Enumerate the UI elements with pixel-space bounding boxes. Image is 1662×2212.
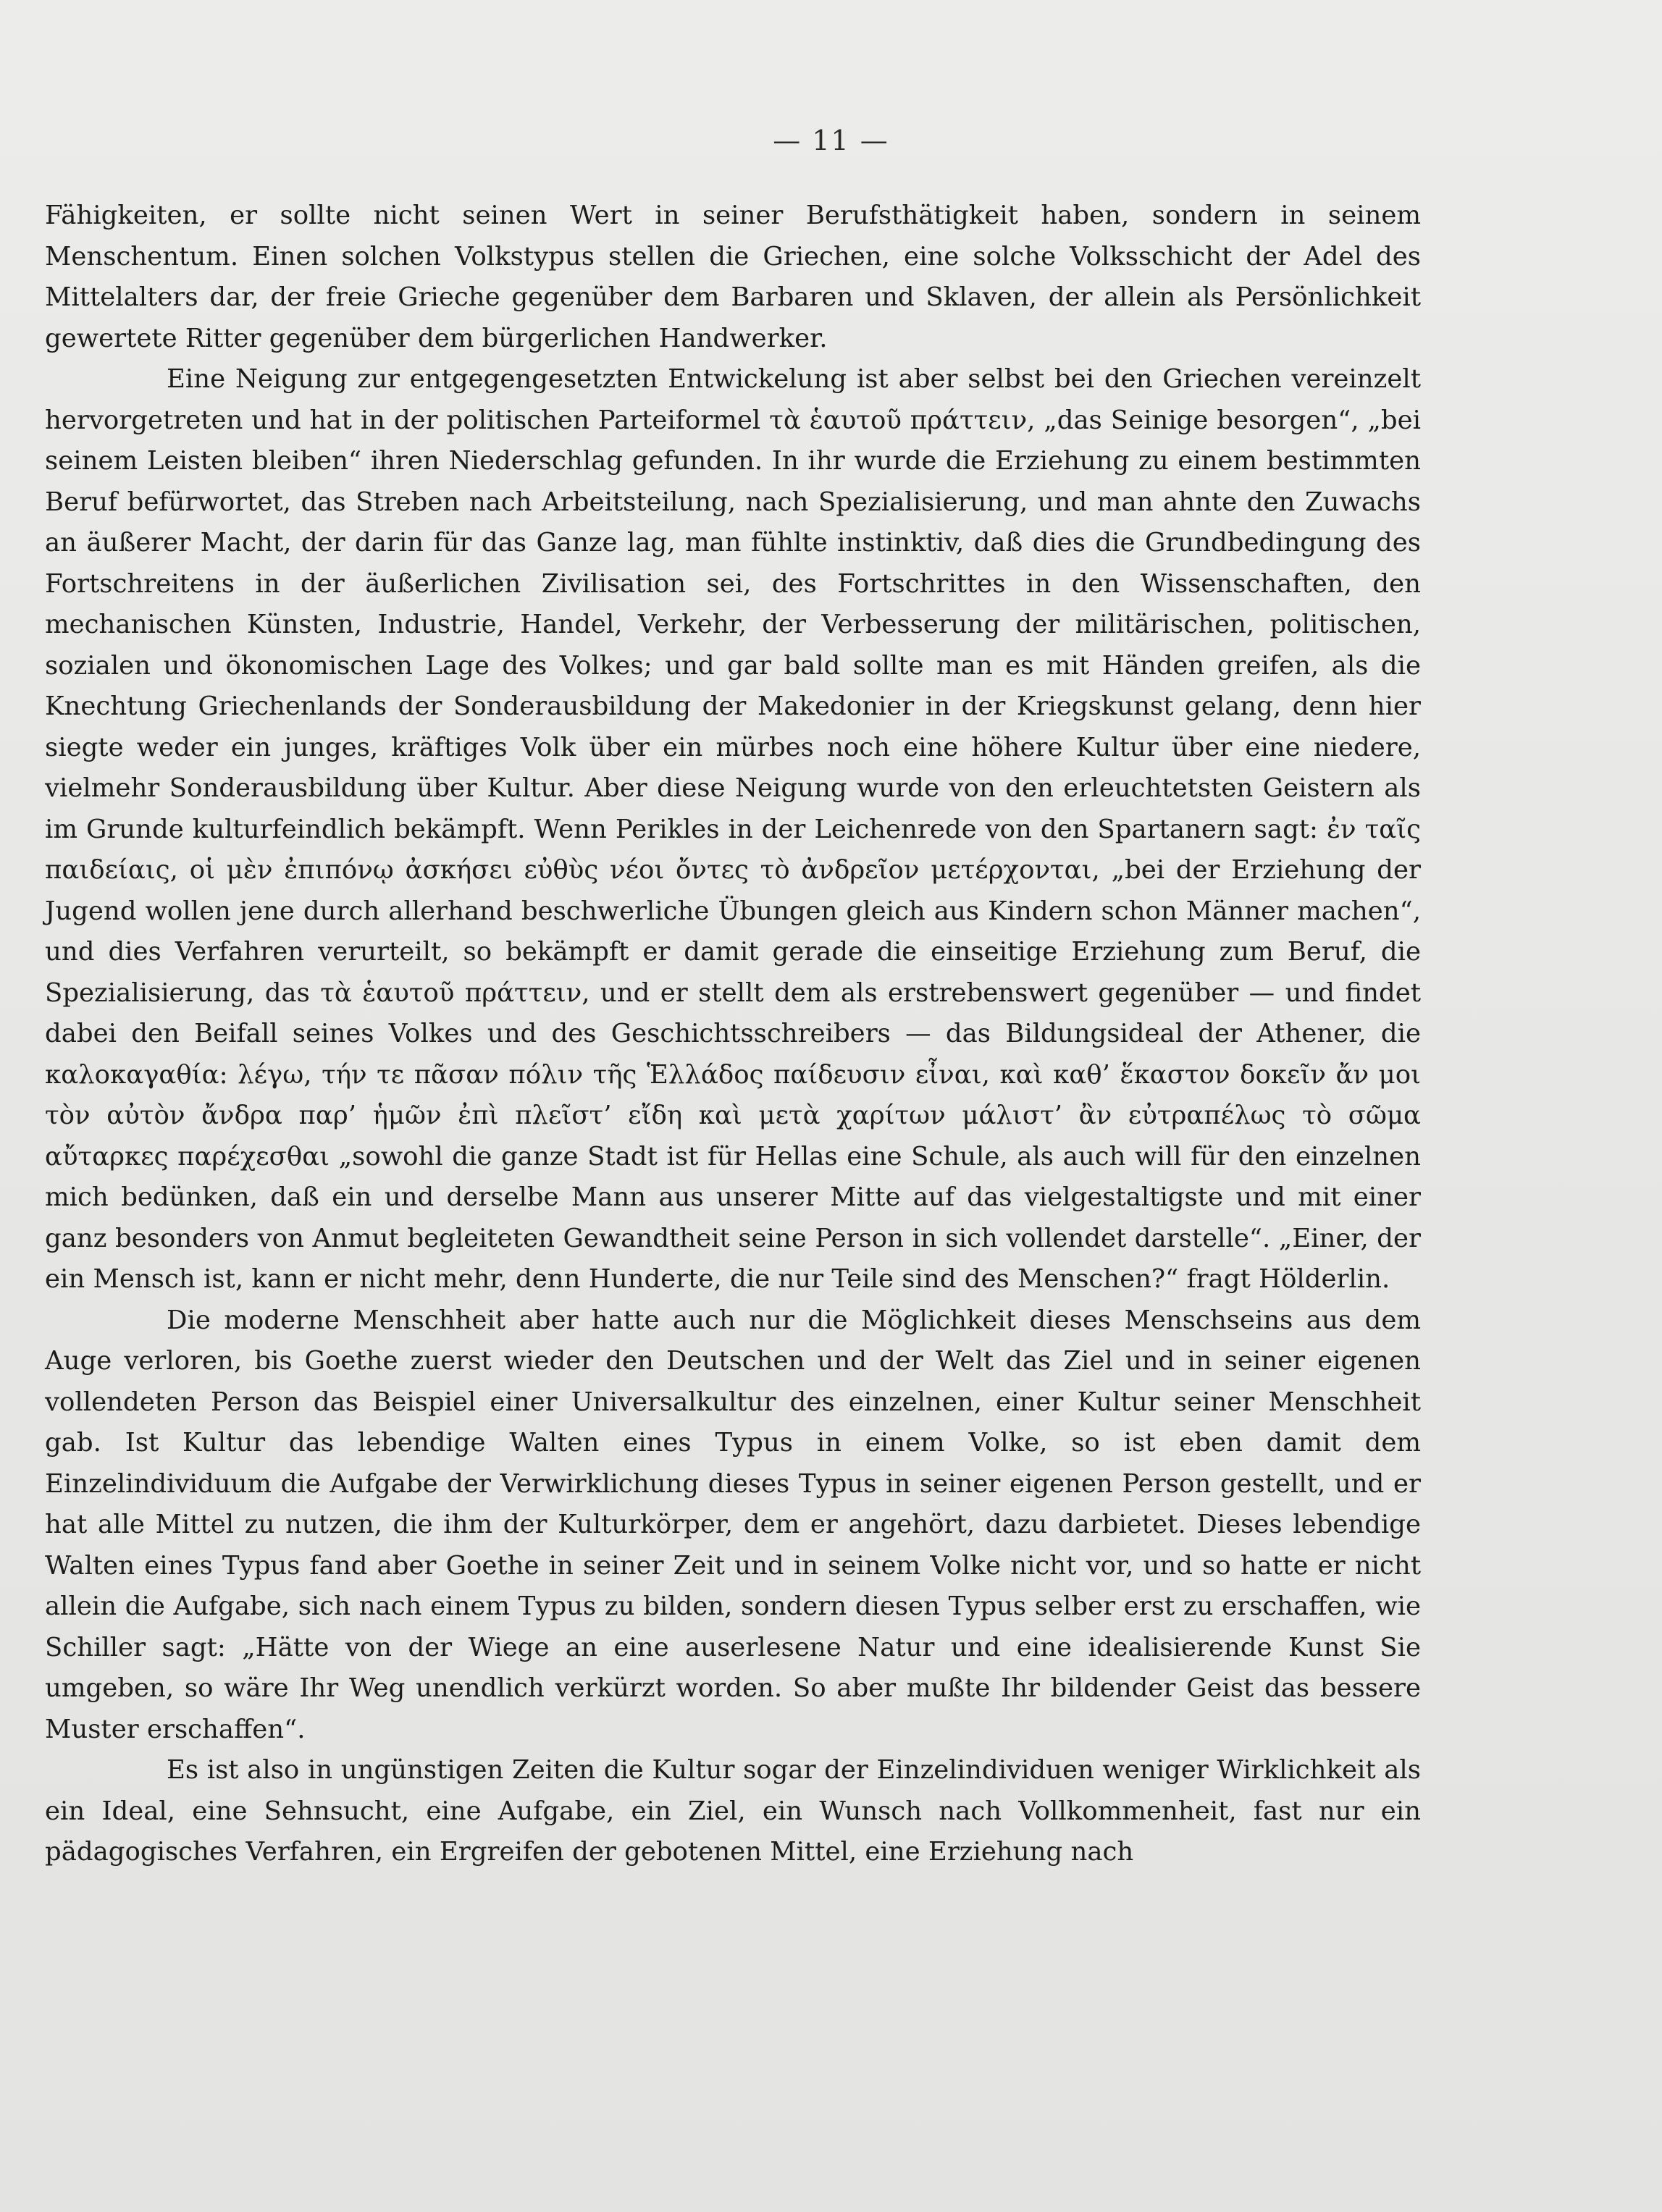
page-number: — 11 — (773, 125, 889, 156)
paragraph-2: Eine Neigung zur entgegengesetzten Entwickelung ist aber selbst bei den Griechen vereinzelt hervorgetreten und hat in der politischen Parteiformel τὰ ἑαυτοῦ πράττειν, „das Seinige besorgen“, „bei seinem Leisten bleiben“ ihren Niederschlag gefunden. In ihr wurde die Erziehung zu einem bestimmten Beruf befürwortet, das Streben nach Arbeitsteilung, nach Spezialisierung, und man ahnte den Zuwachs an äußerer Macht, der darin für das Ganze lag, man fühlte instinktiv, daß dies die Grundbedingung des Fortschreitens in der äußerlichen Zivilisation sei, des Fortschrittes in den Wissenschaften, den mechanischen Künsten, Industrie, Handel, Verkehr, der Verbesserung der militärischen, politischen, sozialen und ökonomischen Lage des Volkes; und gar bald sollte man es mit Händen greifen, als die Knechtung Griechenlands der Sonderausbildung der Makedonier in der Kriegskunst gelang, denn hier siegte weder ein junges, kräftiges Volk über ein mürbes noch eine höhere Kultur über eine niedere, vielmehr Sonderausbildung über Kultur. Aber diese Neigung wurde von den erleuchtetsten Geistern als im Grunde kulturfeindlich bekämpft. Wenn Perikles in der Leichenrede von den Spartanern sagt: ἐν ταῖς παιδείαις, οἱ μὲν ἐπιπόνῳ ἀσκήσει εὐθὺς νέοι ὄντες τὸ ἀνδρεῖον μετέρχονται, „bei der Erziehung der Jugend wollen jene durch allerhand beschwerliche Übungen gleich aus Kindern schon Männer machen“, und dies Verfahren verurteilt, so bekämpft er damit gerade die einseitige Erziehung zum Beruf, die Spezialisierung, das τὰ ἑαυτοῦ πράττειν, und er stellt dem als erstrebenswert gegenüber — und findet dabei den Beifall seines Volkes und des Geschichtsschreibers — das Bildungsideal der Athener, die καλοκαγαθία: λέγω, τήν τε πᾶσαν πόλιν τῆς Ἑλλάδος παίδευσιν εἶναι, καὶ καθ’ ἕκαστον δοκεῖν ἄν μοι τὸν αὐτὸν ἄνδρα παρ’ ἡμῶν ἐπὶ πλεῖστ’ εἴδη καὶ μετὰ χαρίτων μάλιστ’ ἂν εὐτραπέλως τὸ σῶμα αὔταρκες παρέχεσθαι „sowohl die ganze Stadt ist für Hellas eine Schule, als auch will für den einzelnen mich bedünken, daß ein und derselbe Mann aus unserer Mitte auf das vielgestaltigste und mit einer ganz besonders von Anmut begleiteten Gewandtheit seine Person in sich vollendet darstelle“. „Einer, der ein Mensch ist, kann er nicht mehr, denn Hunderte, die nur Teile sind des Menschen?“ fragt Hölderlin. (45, 364, 1421, 1294)
paragraph-4: Es ist also in ungünstigen Zeiten die Kultur sogar der Einzelindividuen weniger Wirklichkeit als ein Ideal, eine Sehnsucht, eine Aufgabe, ein Ziel, ein Wunsch nach Vollkommenheit, fast nur ein pädagogisches Verfahren, ein Ergreifen der gebotenen Mittel, eine Erziehung nach (45, 1755, 1421, 1867)
body-text (45, 195, 1421, 1873)
paragraph-3: Die moderne Menschheit aber hatte auch nur die Möglichkeit dieses Menschseins aus dem Auge verloren, bis Goethe zuerst wieder den Deutschen und der Welt das Ziel und in seiner eigenen vollendeten Person das Beispiel einer Universalkultur des einzelnen, einer Kultur seiner Menschheit gab. Ist Kultur das lebendige Walten eines Typus in einem Volke, so ist eben damit dem Einzelindividuum die Aufgabe der Verwirklichung dieses Typus in seiner eigenen Person gestellt, und er hat alle Mittel zu nutzen, die ihm der Kulturkörper, dem er angehört, dazu darbietet. Dieses lebendige Walten eines Typus fand aber Goethe in seiner Zeit und in seinem Volke nicht vor, und so hatte er nicht allein die Aufgabe, sich nach einem Typus zu bilden, sondern diesen Typus selber erst zu erschaffen, wie Schiller sagt: „Hätte von der Wiege an eine auserlesene Natur und eine idealisierende Kunst Sie umgeben, so wäre Ihr Weg unendlich verkürzt worden. So aber mußte Ihr bildender Geist das bessere Muster erschaffen“. (45, 1305, 1421, 1744)
paragraph-1: Fähigkeiten, er sollte nicht seinen Wert in seiner Berufsthätigkeit haben, sondern in seinem Menschentum. Einen solchen Volkstypus stellen die Griechen, eine solche Volksschicht der Adel des Mittelalters dar, der freie Grieche gegenüber dem Barbaren und Sklaven, der allein als Persönlichkeit gewertete Ritter gegenüber dem bürgerlichen Handwerker. (45, 201, 1421, 353)
